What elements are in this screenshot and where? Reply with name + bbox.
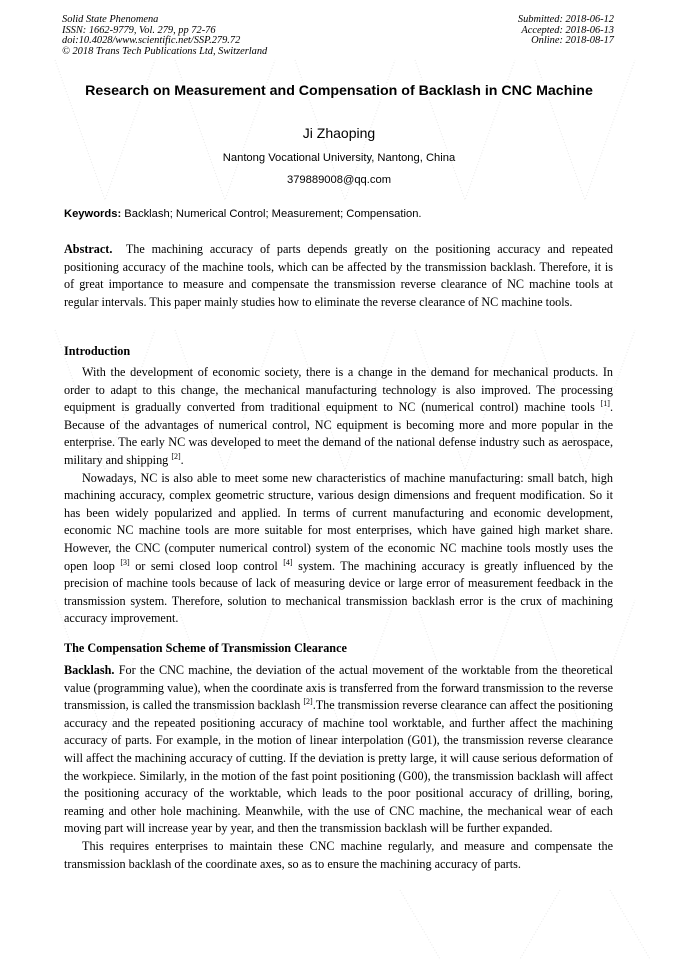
backlash-label: Backlash.	[64, 663, 115, 677]
section-heading-compensation: The Compensation Scheme of Transmission Clearance	[64, 641, 347, 655]
compensation-body	[64, 662, 613, 873]
compensation-paragraph-2: This requires enterprises to maintain these CNC machine regularly, and measure and compensate the transmission backlash of the coordinate axes, so as to ensure the machining accuracy of parts.	[64, 838, 613, 871]
intro-paragraph-1: With the development of economic society, there is a change in the demand for mechanical products. In order to adapt to this change, the mechanical manufacturing technology is also improved. The processing equipment is gradually converted from traditional equipment to NC (numerical control) machine tools [1]. Because of the advantages of numerical control, NC equipment is becoming more and more popular in the enterprise. The early NC was developed to meet the demand of the national defense industry such as aerospace, military and shipping [2].	[64, 365, 613, 467]
publication-dates	[518, 15, 614, 47]
paper-title: Research on Measurement and Compensation of Backlash in CNC Machine	[85, 83, 593, 99]
abstract	[64, 241, 617, 311]
abstract-label: Abstract.	[64, 242, 113, 256]
journal-doi: doi:10.4028/www.scientific.net/SSP.279.72	[62, 35, 241, 47]
accepted-date: Accepted: 2018-06-13	[521, 24, 614, 36]
citation-2b[interactable]: [2]	[303, 697, 313, 707]
author-affiliation: Nantong Vocational University, Nantong, China	[222, 152, 456, 164]
abstract-text: The machining accuracy of parts depends greatly on the positioning accuracy and repeated positioning accuracy of the machine tools, which can be affected by the transmission backlash. Therefore, it is of great importance to measure and compensate the transmission reverse clearance of NC machine tools at regular intervals. This paper mainly studies how to eliminate the reverse clearance of NC machine tools.	[64, 242, 617, 309]
section-heading-introduction: Introduction	[64, 344, 131, 358]
submitted-date: Submitted: 2018-06-12	[517, 14, 614, 25]
citation-2[interactable]: [2]	[171, 451, 181, 461]
keywords-label: Keywords:	[64, 208, 122, 220]
journal-copyright: © 2018 Trans Tech Publications Ltd, Switzerland	[62, 45, 268, 57]
intro-paragraph-2: Nowadays, NC is also able to meet some new characteristics of machine manufacturing: small batch, high machining accuracy, complex geometric structure, various design dimensions and frequent modification. So it has been widely popularized and applied. In terms of current manufacturing and economic development, economic NC machine tools are more suitable for most enterprises, which have gained high market share. However, the CNC (computer numerical control) system of the economic NC machine tools mostly uses the open loop [3] or semi closed loop control [4] system. The machining accuracy is greatly influenced by the precision of machine tools because of lack of measuring device or large error of measurement feedback in the transmission system. Therefore, solution to mechanical transmission backlash error is the crux of machining accuracy improvement.	[64, 470, 613, 626]
citation-3[interactable]: [3]	[120, 557, 130, 567]
citation-1[interactable]: [1]	[600, 399, 610, 409]
journal-name: Solid State Phenomena	[62, 14, 159, 25]
author-name: Ji Zhaoping	[302, 125, 376, 141]
author-email[interactable]: 379889008@qq.com	[286, 174, 392, 186]
compensation-paragraph-1: Backlash. For the CNC machine, the deviation of the actual movement of the worktable from the theoretical value (programming value), when the coordinate axis is transferred from the forward transmission to the reverse transmission, is called the transmission backlash [2].The transmission reverse clearance can affect the positioning accuracy and the repeated positioning accuracy of machine tool worktable, and further affect the machining accuracy of parts. For example, in the motion of linear interpolation (G01), the transmission reverse clearance will affect the machining accuracy of cutting. If the deviation is pretty large, it will cause serious deformation of the workpiece. Similarly, in the motion of the fast point positioning (G00), the transmission backlash will affect the positioning accuracy of the worktable, which leads to the poor positional accuracy of drilling, boring, reaming and other hole machining. Meanwhile, with the use of CNC machine, the mechanical wear of each moving part will increase year by year, and then the transmission backlash will be further expanded.	[64, 663, 614, 836]
keywords-text: Backlash; Numerical Control; Measurement; Compensation.	[121, 208, 422, 220]
online-date: Online: 2018-08-17	[531, 35, 614, 47]
keywords	[64, 207, 614, 221]
journal-issn: ISSN: 1662-9779, Vol. 279, pp 72-76	[62, 24, 216, 36]
citation-4[interactable]: [4]	[283, 557, 293, 567]
introduction-body	[64, 364, 613, 628]
journal-header	[62, 15, 267, 57]
